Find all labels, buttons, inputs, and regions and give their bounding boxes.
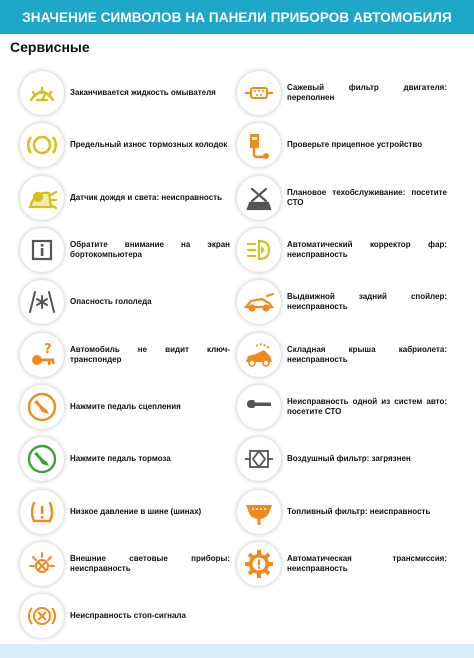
list-item bbox=[237, 485, 467, 537]
list-item bbox=[20, 119, 250, 171]
list-item bbox=[237, 538, 467, 590]
item-label: Заканчивается жидкость омывателя bbox=[70, 88, 216, 98]
item-label: Сажевый фильтр двигателя: переполнен bbox=[287, 83, 447, 103]
list-item bbox=[20, 328, 250, 380]
rain-light-sensor-icon bbox=[20, 176, 64, 220]
list-item bbox=[237, 67, 467, 119]
item-label: Нажмите педаль тормоза bbox=[70, 454, 171, 464]
right-column bbox=[237, 67, 467, 590]
item-label: Топливный фильтр: неисправность bbox=[287, 506, 431, 516]
page-header bbox=[0, 0, 474, 34]
particulate-filter-icon bbox=[237, 71, 281, 115]
item-label: Плановое техобслуживание: посетите СТО bbox=[287, 187, 447, 207]
item-label: Неисправность стоп-сигнала bbox=[70, 611, 186, 621]
exterior-light-icon bbox=[20, 542, 64, 586]
wrench-icon bbox=[237, 385, 281, 429]
list-item bbox=[237, 381, 467, 433]
tire-pressure-icon bbox=[20, 490, 64, 534]
footer-bar bbox=[0, 644, 474, 658]
ice-warning-icon bbox=[20, 280, 64, 324]
list-item bbox=[237, 328, 467, 380]
tow-hitch-icon bbox=[237, 123, 281, 167]
brake-light-icon bbox=[20, 594, 64, 638]
item-label: Предельный износ тормозных колодок bbox=[70, 140, 228, 150]
list-item bbox=[20, 276, 250, 328]
transmission-gear-icon bbox=[237, 542, 281, 586]
list-item bbox=[20, 224, 250, 276]
info-icon bbox=[20, 228, 64, 272]
list-item bbox=[237, 276, 467, 328]
list-item bbox=[237, 224, 467, 276]
item-label: Нажмите педаль сцепления bbox=[70, 401, 181, 411]
service-wrench-car-icon bbox=[237, 176, 281, 220]
list-item bbox=[20, 485, 250, 537]
key-transponder-icon bbox=[20, 333, 64, 377]
brake-pedal-icon bbox=[20, 437, 64, 481]
list-item bbox=[237, 172, 467, 224]
item-label: Выдвижной задний спойлер: неисправность bbox=[287, 292, 447, 312]
section-title: Сервисные bbox=[10, 39, 90, 55]
item-label: Складная крыша кабриолета: неисправность bbox=[287, 344, 447, 364]
item-label: Внешние световые приборы: неисправность bbox=[70, 553, 230, 573]
item-label: Низкое давление в шине (шинах) bbox=[70, 506, 202, 516]
fuel-filter-icon bbox=[237, 490, 281, 534]
list-item bbox=[20, 381, 250, 433]
item-label: Автомобиль не видит ключ-транспондер bbox=[70, 344, 230, 364]
list-item bbox=[20, 433, 250, 485]
list-item bbox=[20, 67, 250, 119]
list-item bbox=[20, 590, 250, 642]
item-label: Обратите внимание на экран бортокомпьютера bbox=[70, 240, 230, 260]
list-item bbox=[237, 433, 467, 485]
washer-fluid-icon bbox=[20, 71, 64, 115]
list-item bbox=[20, 172, 250, 224]
svg-text:?: ? bbox=[44, 341, 52, 357]
item-label: Проверьте прицепное устройство bbox=[287, 140, 423, 150]
left-column bbox=[20, 67, 250, 642]
item-label: Автоматический корректор фар: неисправность bbox=[287, 240, 447, 260]
item-label: Опасность гололеда bbox=[70, 297, 152, 307]
clutch-pedal-icon bbox=[20, 385, 64, 429]
list-item bbox=[20, 538, 250, 590]
list-item bbox=[237, 119, 467, 171]
rear-spoiler-icon bbox=[237, 280, 281, 324]
item-label: Воздушный фильтр: загрязнен bbox=[287, 454, 411, 464]
page-title: ЗНАЧЕНИЕ СИМВОЛОВ НА ПАНЕЛИ ПРИБОРОВ АВТОМОБИЛЯ bbox=[22, 9, 452, 25]
air-filter-icon bbox=[237, 437, 281, 481]
brake-pad-wear-icon bbox=[20, 123, 64, 167]
item-label: Автоматическая трансмиссия: неисправность bbox=[287, 553, 447, 573]
convertible-roof-icon bbox=[237, 333, 281, 377]
item-label: Неисправность одной из систем авто: посетите СТО bbox=[287, 396, 447, 416]
headlight-leveling-icon bbox=[237, 228, 281, 272]
item-label: Датчик дождя и света: неисправность bbox=[70, 192, 222, 202]
